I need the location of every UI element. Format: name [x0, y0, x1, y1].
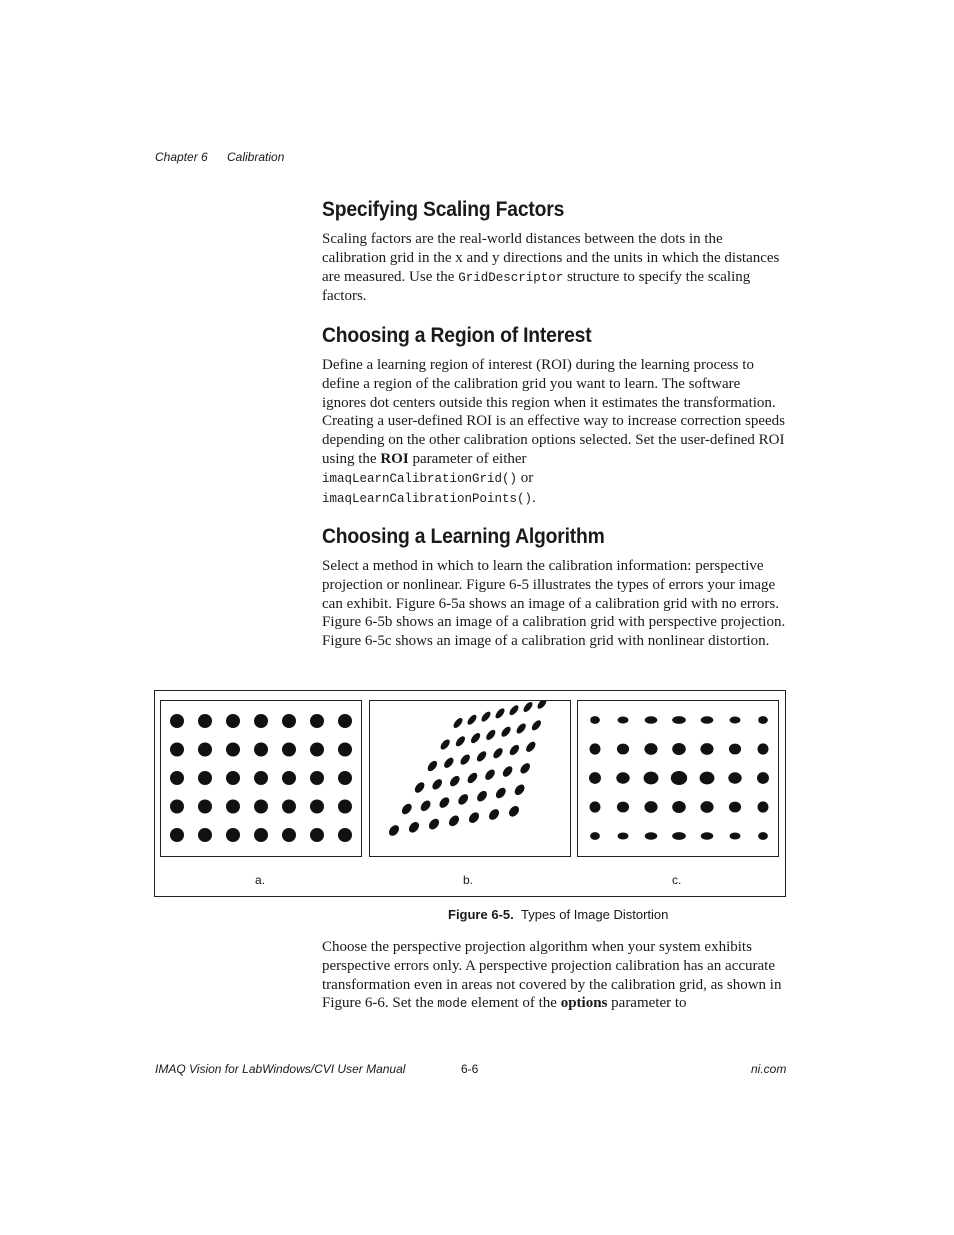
section-paragraph: Select a method in which to learn the calibration information: perspective projection or nonlinear. Figure 6-5 illustrates the types of errors your image can exhibit. Figure 6-5a shows an image of a calibration grid with no errors. Figure 6-5b shows an image of a calibration grid with perspective projection. Figure 6-5c shows an image of a calibration grid with nonlinear distortion. — [322, 558, 786, 650]
footer-manual-title: IMAQ Vision for LabWindows/CVI User Manual — [155, 1062, 406, 1076]
text-run: . — [532, 489, 536, 506]
calibration-dot — [672, 832, 686, 840]
footer-page-number: 6-6 — [461, 1062, 479, 1076]
calibration-dot — [338, 828, 352, 842]
chapter-label: Chapter 6 — [155, 150, 208, 164]
calibration-dot — [700, 772, 715, 785]
calibration-dot — [310, 714, 324, 728]
calibration-dot — [616, 772, 629, 783]
calibration-dot — [589, 772, 601, 784]
calibration-dot — [439, 738, 452, 751]
calibration-dot — [536, 701, 548, 710]
panel-label-b: b. — [463, 873, 474, 887]
calibration-dot — [758, 743, 769, 754]
calibration-dot — [419, 799, 433, 813]
calibration-dot — [310, 800, 324, 814]
calibration-dot — [729, 744, 741, 755]
code-griddescriptor: GridDescriptor — [458, 270, 564, 285]
calibration-dot — [507, 804, 521, 819]
calibration-dot — [226, 800, 240, 814]
calibration-dot — [387, 823, 401, 838]
calibration-dot — [730, 832, 741, 839]
calibration-dot — [338, 800, 352, 814]
panel-no-distortion — [160, 700, 362, 857]
paragraph-perspective — [322, 938, 786, 1014]
calibration-dot — [310, 743, 324, 757]
calibration-dot — [170, 771, 184, 785]
running-header — [155, 150, 284, 164]
calibration-dot — [487, 807, 501, 822]
calibration-dot — [590, 716, 600, 724]
calibration-dot — [254, 771, 268, 785]
calibration-dot — [459, 753, 472, 767]
calibration-dot — [452, 716, 464, 729]
calibration-dot — [645, 716, 658, 724]
calibration-dot — [494, 707, 506, 720]
dot-grid-nonlinear — [578, 701, 778, 856]
calibration-dot — [447, 814, 461, 829]
calibration-dot — [466, 771, 479, 785]
calibration-dot — [758, 832, 768, 840]
calibration-dot — [758, 801, 769, 812]
code-learn-grid: imaqLearnCalibrationGrid() — [322, 471, 518, 486]
calibration-dot — [590, 743, 601, 754]
calibration-dot — [524, 740, 537, 754]
calibration-dot — [618, 716, 629, 723]
calibration-dot — [310, 771, 324, 785]
calibration-dot — [338, 743, 352, 757]
section-paragraph — [322, 938, 786, 1014]
calibration-dot — [758, 716, 768, 724]
calibration-dot — [254, 800, 268, 814]
calibration-dot — [282, 800, 296, 814]
calibration-dot — [448, 774, 461, 788]
calibration-dot — [438, 795, 452, 809]
section-heading: Choosing a Learning Algorithm — [322, 525, 605, 548]
text-run: Choose the perspective projection algorithm when your system exhibits perspective errors only. A perspective projection calibration has an accurate transformation even in areas not covered by the calibration grid, as shown in Figure 6-6. Set the — [322, 939, 782, 1012]
dot-grid-perspective — [370, 701, 570, 856]
calibration-dot — [475, 789, 489, 803]
section-paragraph — [322, 356, 786, 508]
panel-label-c: c. — [672, 873, 682, 887]
calibration-dot — [530, 719, 543, 732]
calibration-dot — [480, 710, 492, 723]
section-learning-algorithm — [322, 525, 786, 651]
calibration-dot — [701, 716, 714, 724]
calibration-dot — [518, 761, 531, 775]
section-region-of-interest — [322, 324, 786, 508]
text-run: structure to specify the scaling factors. — [322, 268, 751, 305]
calibration-dot — [170, 828, 184, 842]
calibration-dot — [198, 828, 212, 842]
calibration-dot — [454, 735, 467, 748]
text-run: Scaling factors are the real-world distances between the dots in the calibration grid in the x and y directions and the units in which the distances are measured. Use the — [322, 231, 780, 285]
calibration-dot — [515, 722, 528, 735]
caption-number: Figure 6-5. — [448, 907, 514, 922]
text-run: parameter to — [607, 995, 687, 1012]
calibration-dot — [618, 832, 629, 839]
calibration-dot — [413, 781, 426, 795]
calibration-dot — [400, 802, 414, 816]
calibration-dot — [590, 801, 601, 812]
section-heading: Specifying Scaling Factors — [322, 198, 565, 221]
calibration-dot — [644, 801, 657, 813]
calibration-dot — [226, 771, 240, 785]
caption-text: Types of Image Distortion — [520, 907, 669, 922]
calibration-dot — [491, 746, 504, 760]
panel-label-a: a. — [255, 873, 266, 887]
calibration-dot — [198, 714, 212, 728]
calibration-dot — [338, 771, 352, 785]
calibration-dot — [700, 801, 713, 813]
calibration-dot — [338, 714, 352, 728]
calibration-dot — [671, 771, 687, 785]
calibration-dot — [700, 743, 713, 755]
calibration-dot — [522, 701, 534, 714]
calibration-dot — [469, 731, 482, 744]
calibration-dot — [282, 743, 296, 757]
section-paragraph — [322, 230, 786, 306]
calibration-dot — [226, 714, 240, 728]
calibration-dot — [644, 772, 659, 785]
calibration-dot — [254, 828, 268, 842]
calibration-dot — [282, 714, 296, 728]
code-mode: mode — [437, 997, 468, 1012]
section-heading: Choosing a Region of Interest — [322, 324, 592, 347]
calibration-dot — [198, 800, 212, 814]
calibration-dot — [500, 725, 513, 738]
calibration-dot — [456, 792, 470, 806]
calibration-dot — [508, 743, 521, 757]
calibration-dot — [426, 759, 439, 773]
calibration-dot — [494, 786, 508, 800]
calibration-dot — [226, 743, 240, 757]
calibration-dot — [226, 828, 240, 842]
calibration-dot — [729, 802, 741, 813]
calibration-dot — [757, 772, 769, 784]
calibration-dot — [467, 810, 481, 825]
calibration-dot — [501, 765, 514, 779]
bold-options: options — [560, 995, 608, 1012]
calibration-dot — [701, 832, 714, 840]
calibration-dot — [282, 828, 296, 842]
calibration-dot — [483, 768, 496, 782]
calibration-dot — [427, 817, 441, 832]
text-run: parameter of either — [408, 450, 527, 467]
calibration-dot — [170, 800, 184, 814]
calibration-dot — [672, 743, 686, 755]
calibration-dot — [442, 756, 455, 770]
calibration-dot — [254, 714, 268, 728]
calibration-dot — [310, 828, 324, 842]
calibration-dot — [672, 801, 686, 813]
calibration-dot — [484, 728, 497, 741]
calibration-dot — [466, 713, 478, 726]
calibration-dot — [645, 832, 658, 840]
code-learn-points: imaqLearnCalibrationPoints() — [322, 491, 533, 506]
calibration-dot — [254, 743, 268, 757]
calibration-dot — [170, 714, 184, 728]
calibration-dot — [282, 771, 296, 785]
calibration-dot — [513, 783, 527, 797]
calibration-dot — [198, 771, 212, 785]
section-scaling-factors — [322, 198, 786, 306]
chapter-title: Calibration — [227, 150, 285, 164]
figure-caption — [448, 907, 668, 922]
calibration-dot — [198, 743, 212, 757]
calibration-dot — [407, 820, 421, 835]
calibration-dot — [644, 743, 657, 755]
calibration-dot — [617, 802, 629, 813]
calibration-dot — [508, 704, 520, 717]
bold-roi: ROI — [380, 450, 409, 467]
calibration-dot — [728, 772, 741, 783]
calibration-dot — [590, 832, 600, 840]
footer-website: ni.com — [751, 1062, 787, 1076]
text-run: Define a learning region of interest (ROI) during the learning process to define a region of the calibration grid you want to learn. The software ignores dot centers outside this region when it estimates the transformation. Creating a user-defined ROI is an effective way to increase correction speeds depending on the other calibration options selected. Set the user-defined ROI using the — [322, 357, 785, 467]
dot-grid-regular — [161, 701, 361, 856]
calibration-dot — [672, 716, 686, 724]
panel-perspective — [369, 700, 571, 857]
figure-6-5 — [154, 690, 786, 897]
calibration-dot — [430, 777, 443, 791]
text-run: element of the — [467, 995, 561, 1012]
calibration-dot — [730, 716, 741, 723]
calibration-dot — [170, 743, 184, 757]
text-run: or — [517, 469, 534, 486]
calibration-dot — [617, 744, 629, 755]
panel-nonlinear — [577, 700, 779, 857]
calibration-dot — [475, 750, 488, 764]
